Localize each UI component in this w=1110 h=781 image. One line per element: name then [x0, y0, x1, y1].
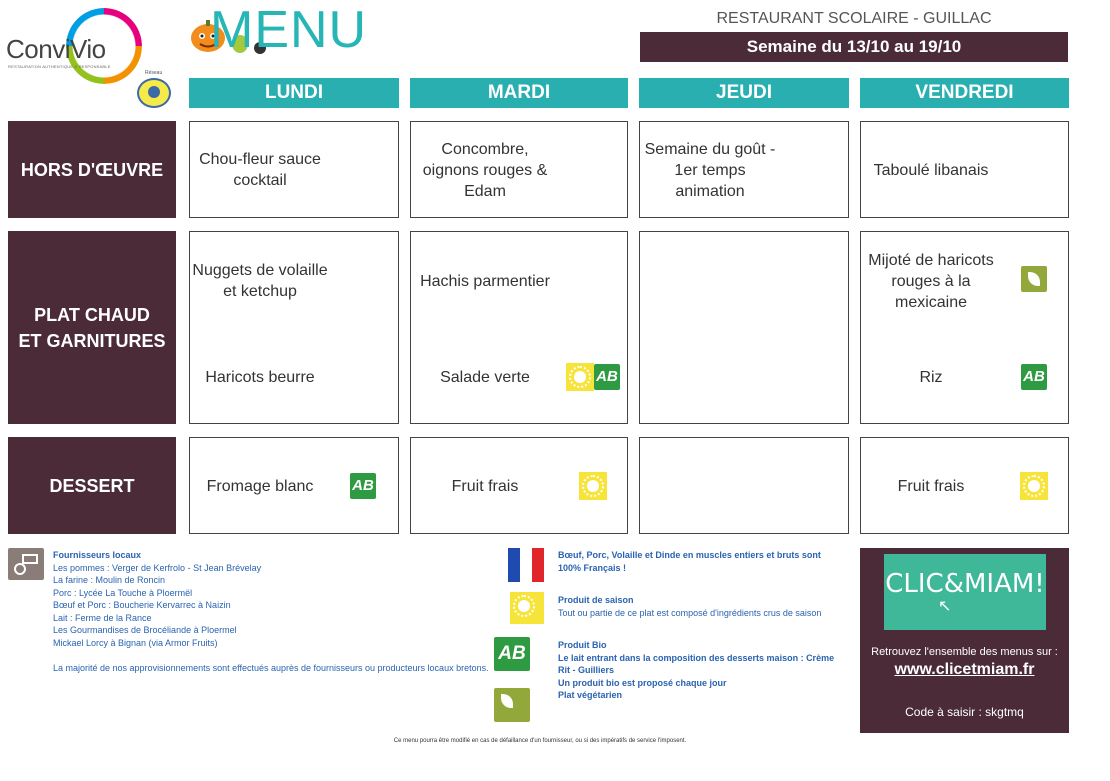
row-label-hors-doeuvre [8, 121, 176, 218]
dish-text [411, 139, 559, 202]
dish-line: Concombre, [441, 141, 529, 158]
vegetarien-icon [1021, 266, 1047, 292]
garniture-text: Riz [919, 369, 943, 386]
day-header-mardi: MARDI [410, 78, 628, 108]
bio-icon: AB [494, 637, 530, 671]
tractor-icon [8, 548, 44, 580]
reseau-label: Réseau [145, 70, 163, 76]
row-label-text: DESSERT [49, 475, 135, 496]
convivio-logo [6, 8, 136, 78]
fournisseur-line: La farine : Moulin de Roncin [53, 575, 166, 585]
cell-mardi-dessert [410, 437, 628, 534]
bio-icon: AB [594, 364, 620, 390]
reseau-badge [135, 70, 175, 110]
legend-bio-text: Le lait entrant dans la composition des desserts maison : Crème Rit - Guilliers [558, 652, 835, 675]
vegetarien-icon [494, 688, 530, 722]
dish-line: mexicaine [894, 294, 968, 311]
dish-line: Chou-fleur sauce [199, 151, 321, 168]
dish-text [190, 149, 330, 191]
cell-vendredi-hors-doeuvre [860, 121, 1069, 218]
cell-mardi-plat [410, 231, 628, 424]
legend-saison-title: Produit de saison [558, 595, 634, 605]
legend-france: Bœuf, Porc, Volaille et Dinde en muscles entiers et bruts sont 100% Français ! [558, 550, 821, 573]
cell-jeudi-hors-doeuvre [639, 121, 849, 218]
dish-line: et ketchup [223, 283, 297, 300]
fournisseur-line: Lait : Ferme de la Rance [53, 612, 152, 623]
clic-url-link[interactable]: www.clicetmiam.fr [894, 661, 1035, 678]
clic-code: Code à saisir : skgtmq [905, 705, 1024, 719]
dish-text: Hachis parmentier [420, 273, 550, 290]
saison-icon [1020, 472, 1048, 500]
cell-jeudi-plat [639, 231, 849, 424]
legend-bio-title: Produit Bio [558, 640, 607, 650]
page-title: MENU [210, 1, 368, 59]
dish-text [861, 250, 1001, 313]
cell-lundi-hors-doeuvre [189, 121, 399, 218]
dish-line: Semaine du goût - [644, 141, 776, 158]
logo-tagline: RESTAURATION AUTHENTIQUE & RESPONSABLE [8, 64, 111, 69]
dish-line: Nuggets de volaille [192, 262, 328, 279]
day-header-vendredi: VENDREDI [860, 78, 1069, 108]
restaurant-name: RESTAURANT SCOLAIRE - GUILLAC [716, 10, 992, 27]
row-label-dessert [8, 437, 176, 534]
fournisseur-line: Bœuf et Porc : Boucherie Kervarrec à Naizin [53, 600, 231, 610]
garniture-text: Haricots beurre [205, 369, 315, 386]
dish-text: Fromage blanc [206, 478, 314, 495]
row-label-text: PLAT CHAUD [34, 304, 150, 325]
saison-icon [566, 363, 594, 391]
cell-vendredi-plat [860, 231, 1069, 424]
cell-jeudi-dessert [639, 437, 849, 534]
dish-line: Edam [464, 183, 506, 200]
dish-text: Taboulé libanais [873, 162, 989, 179]
legend-bio [558, 639, 843, 702]
fournisseur-line: Porc : Lycée La Touche à Ploermël [53, 587, 193, 598]
legend-saison-text: Tout ou partie de ce plat est composé d'ingrédients crus de saison [558, 607, 822, 618]
dish-line: 1er temps [674, 162, 746, 179]
dish-line: Mijoté de haricots [868, 252, 994, 269]
french-flag-icon [508, 548, 544, 582]
saison-icon [579, 472, 607, 500]
cursor-icon: ↖ [938, 598, 952, 615]
garniture-text: Salade verte [440, 369, 530, 386]
disclaimer: Ce menu pourra être modifié en cas de défaillance d'un fournisseur, ou si des impératifs de service l'imposent. [393, 738, 687, 744]
cell-lundi-plat [189, 231, 399, 424]
clic-text: Retrouvez l'ensemble des menus sur : [871, 646, 1058, 658]
row-label-text: ET GARNITURES [18, 330, 166, 351]
dish-line: cocktail [233, 172, 287, 189]
bio-icon: AB [350, 473, 376, 499]
reseau-icon [137, 78, 171, 108]
dish-text: Fruit frais [451, 478, 519, 495]
fournisseur-line: Les pommes : Verger de Kerfrolo - St Jean Brévelay [53, 562, 262, 573]
fournisseur-line: Mickael Lorcy à Bignan (via Armor Fruits) [53, 637, 218, 648]
fournisseurs-list [53, 549, 493, 649]
dish-line: animation [675, 183, 745, 200]
dish-line: rouges à la [891, 273, 971, 290]
dish-line: oignons rouges & [422, 162, 548, 179]
week-banner: Semaine du 13/10 au 19/10 [640, 32, 1068, 62]
day-header-jeudi: JEUDI [639, 78, 849, 108]
dish-text [190, 260, 330, 302]
row-label-plat-chaud [8, 231, 176, 424]
cell-vendredi-dessert [860, 437, 1069, 534]
saison-icon [510, 592, 544, 624]
row-label-text: HORS D'ŒUVRE [20, 159, 164, 180]
fournisseurs-title: Fournisseurs locaux [53, 550, 142, 560]
dish-text: Fruit frais [897, 478, 965, 495]
cell-lundi-dessert [189, 437, 399, 534]
legend-saison [558, 594, 858, 619]
clic-miam-logo: CLIC&MIAM! [884, 554, 1046, 630]
cell-mardi-hors-doeuvre [410, 121, 628, 218]
fournisseurs-note: La majorité de nos approvisionnements sont effectués auprès de fournisseurs ou producteurs locaux bretons. [53, 663, 489, 673]
legend-bio-text: Un produit bio est proposé chaque jour [558, 677, 727, 688]
legend-veg-title: Plat végétarien [558, 690, 623, 700]
fournisseur-line: Les Gourmandises de Brocéliande à Ploermel [53, 625, 237, 635]
logo-text: ConviVio [6, 34, 106, 64]
dish-text [640, 139, 780, 202]
bio-icon: AB [1021, 364, 1047, 390]
clic-et-miam-box [860, 548, 1069, 733]
day-header-lundi: LUNDI [189, 78, 399, 108]
